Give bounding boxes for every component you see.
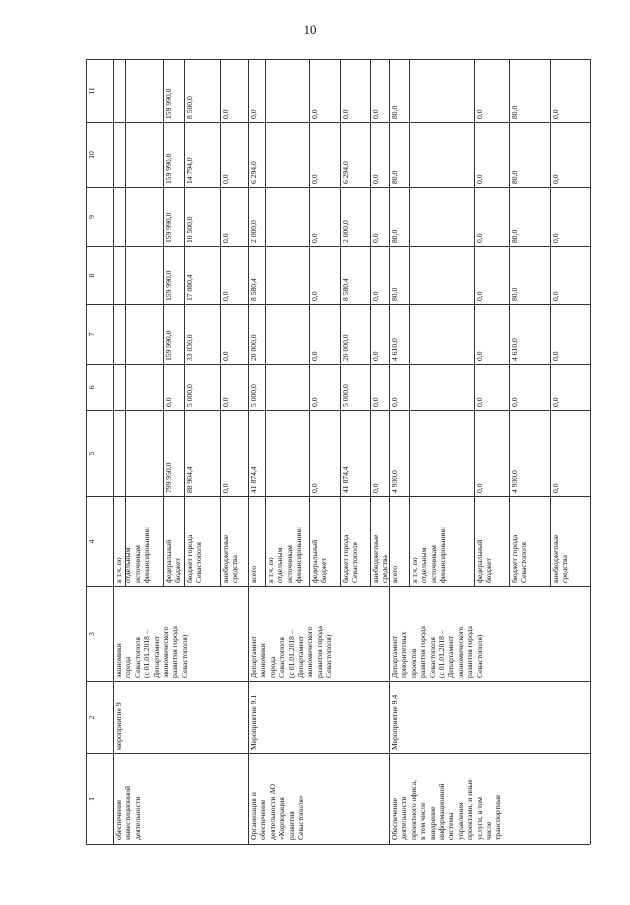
- value-cell: [163, 122, 184, 187]
- value-cell: [248, 410, 265, 496]
- source-cell: [509, 496, 550, 586]
- value-cell: [220, 364, 248, 410]
- executor-cell: [248, 586, 389, 681]
- value-cell-text: 0,0: [475, 397, 484, 407]
- value-cell: [265, 59, 309, 122]
- value-cell-text: 4 610,0: [390, 338, 399, 361]
- value-cell-text: 0,0: [390, 397, 399, 407]
- source-cell: [389, 496, 409, 586]
- value-cell: [370, 364, 389, 410]
- value-cell: [265, 304, 309, 364]
- column-number-3: [86, 586, 113, 681]
- value-cell: [509, 246, 550, 304]
- value-cell-text: 17 080,4: [185, 274, 194, 301]
- value-cell: [550, 246, 569, 304]
- value-cell-text: 0,0: [221, 483, 230, 493]
- event-cell: [248, 681, 389, 753]
- value-cell-text: 0,0: [310, 233, 319, 243]
- value-cell: [265, 364, 309, 410]
- event-cell: [389, 681, 569, 753]
- value-cell-text: 0,0: [310, 174, 319, 184]
- value-cell: [550, 122, 569, 187]
- column-number-10: [86, 122, 113, 187]
- value-cell-text: 20 000,0: [249, 334, 258, 361]
- value-cell: [113, 187, 125, 246]
- column-number-1-text: 1: [87, 797, 96, 801]
- column-number-7-text: 7: [87, 332, 96, 337]
- value-cell: [248, 364, 265, 410]
- value-cell-text: 20 000,0: [341, 334, 350, 361]
- value-cell: [409, 59, 474, 122]
- value-cell: [340, 187, 370, 246]
- value-cell: [474, 59, 509, 122]
- value-cell-text: 0,0: [310, 397, 319, 407]
- value-cell-text: 0,0: [475, 291, 484, 301]
- value-cell-text: 8 500,0: [185, 96, 194, 119]
- source-cell-text: федеральный бюджет: [164, 539, 183, 583]
- value-cell: [550, 187, 569, 246]
- value-cell-text: 0,0: [475, 483, 484, 493]
- source-cell-text: внебюджетные средства: [371, 534, 390, 583]
- value-cell-text: 80,0: [510, 170, 519, 184]
- event-cell-text: мероприятие 9: [114, 702, 123, 750]
- value-cell-text: 0,0: [221, 174, 230, 184]
- value-cell: [113, 364, 125, 410]
- goal-cell-text: Организация и обеспечение деятельности АО «Корпорация развития Севастополя»: [249, 784, 306, 840]
- value-cell-text: 0,0: [371, 233, 380, 243]
- source-cell-text: в т.ч. по отдельным источникам финансирования:: [114, 526, 152, 583]
- value-cell: [248, 122, 265, 187]
- value-cell: [474, 304, 509, 364]
- value-cell: [389, 304, 409, 364]
- value-cell-text: 80,0: [390, 170, 399, 184]
- value-cell: [163, 187, 184, 246]
- column-number-1: [86, 753, 113, 844]
- value-cell: [340, 304, 370, 364]
- value-cell: [550, 410, 569, 496]
- value-cell-text: 41 874,4: [249, 466, 258, 493]
- value-cell-text: 0,0: [371, 174, 380, 184]
- value-cell: [409, 364, 474, 410]
- value-cell-text: 0,0: [371, 291, 380, 301]
- source-cell: [550, 496, 569, 586]
- source-cell: [340, 496, 370, 586]
- value-cell-text: 159 990,0: [164, 88, 173, 119]
- value-cell: [550, 59, 569, 122]
- value-cell: [509, 364, 550, 410]
- source-cell: [220, 496, 248, 586]
- value-cell-text: 0,0: [310, 351, 319, 361]
- column-number-8-text: 8: [87, 273, 96, 278]
- value-cell: [509, 187, 550, 246]
- event-cell-text: Мероприятие 9.1: [249, 694, 258, 750]
- value-cell: [184, 246, 220, 304]
- column-number-11: [86, 59, 113, 122]
- value-cell: [474, 246, 509, 304]
- source-cell: [409, 496, 474, 586]
- value-cell-text: 159 990,0: [164, 330, 173, 361]
- column-number-6-text: 6: [87, 385, 96, 390]
- executor-cell-text: экономики города Севастополя (с 01.01.2018 – Департамент экономического развития города Севастополя): [114, 626, 189, 678]
- table-rule: [86, 844, 590, 845]
- value-cell-text: 2 000,0: [341, 220, 350, 243]
- value-cell-text: 80,0: [390, 105, 399, 119]
- value-cell: [474, 364, 509, 410]
- source-cell-text: внебюджетные средства: [551, 534, 570, 583]
- value-cell: [113, 246, 125, 304]
- source-cell: [248, 496, 265, 586]
- value-cell-text: 0,0: [221, 351, 230, 361]
- value-cell-text: 0,0: [221, 397, 230, 407]
- value-cell-text: 0,0: [310, 483, 319, 493]
- value-cell: [409, 187, 474, 246]
- value-cell: [248, 304, 265, 364]
- value-cell-text: 80,0: [390, 287, 399, 301]
- value-cell: [163, 246, 184, 304]
- value-cell-text: 159 990,0: [164, 212, 173, 243]
- value-cell: [370, 304, 389, 364]
- source-cell: [113, 496, 152, 586]
- value-cell-text: 0,0: [371, 397, 380, 407]
- value-cell: [340, 59, 370, 122]
- value-cell-text: 799 950,0: [164, 462, 173, 493]
- value-cell-text: 2 000,0: [249, 220, 258, 243]
- value-cell: [340, 364, 370, 410]
- value-cell-text: 8 580,4: [249, 278, 258, 301]
- column-number-9: [86, 187, 113, 246]
- value-cell: [163, 364, 184, 410]
- column-number-6: [86, 364, 113, 410]
- event-cell-text: Мероприятие 9.4: [390, 694, 399, 750]
- value-cell-text: 0,0: [310, 109, 319, 119]
- column-number-8: [86, 246, 113, 304]
- value-cell-text: 0,0: [551, 351, 560, 361]
- value-cell: [184, 410, 220, 496]
- value-cell: [309, 304, 340, 364]
- value-cell-text: 0,0: [221, 109, 230, 119]
- value-cell: [113, 59, 125, 122]
- value-cell: [370, 246, 389, 304]
- value-cell: [370, 59, 389, 122]
- source-cell: [265, 496, 309, 586]
- value-cell-text: 5 000,0: [249, 384, 258, 407]
- value-cell-text: 41 874,4: [341, 466, 350, 493]
- source-cell: [370, 496, 389, 586]
- value-cell: [389, 364, 409, 410]
- value-cell: [509, 59, 550, 122]
- value-cell: [474, 122, 509, 187]
- value-cell: [340, 246, 370, 304]
- value-cell: [113, 122, 125, 187]
- source-cell-text: всего: [249, 565, 258, 583]
- value-cell: [184, 59, 220, 122]
- executor-cell: [113, 586, 248, 681]
- value-cell: [163, 59, 184, 122]
- column-number-5: [86, 410, 113, 496]
- value-cell: [113, 410, 125, 496]
- source-cell-text: в т.ч. по отдельным источникам финансирования:: [266, 526, 304, 583]
- goal-cell: [248, 753, 389, 844]
- value-cell: [184, 187, 220, 246]
- value-cell: [309, 364, 340, 410]
- value-cell-text: 5 000,0: [185, 384, 194, 407]
- value-cell: [220, 187, 248, 246]
- value-cell: [265, 122, 309, 187]
- executor-cell-text: Департамент приоритетных проектов развития города Севастополя (с 01.01.2018 – Департамент экономического развития города Севастополя): [390, 626, 484, 678]
- value-cell: [389, 246, 409, 304]
- value-cell: [184, 304, 220, 364]
- goal-cell-text: обеспечение инвестиционной деятельности: [114, 786, 142, 840]
- goal-cell: [113, 753, 248, 844]
- source-cell-text: бюджет города Севастополя: [510, 534, 529, 583]
- column-number-2: [86, 681, 113, 753]
- value-cell-text: 0,0: [551, 291, 560, 301]
- value-cell: [220, 59, 248, 122]
- value-cell: [184, 364, 220, 410]
- value-cell-text: 0,0: [249, 109, 258, 119]
- value-cell-text: 0,0: [475, 233, 484, 243]
- value-cell: [248, 187, 265, 246]
- value-cell-text: 0,0: [551, 483, 560, 493]
- value-cell-text: 0,0: [164, 397, 173, 407]
- value-cell-text: 0,0: [371, 483, 380, 493]
- value-cell: [248, 246, 265, 304]
- value-cell-text: 10 500,0: [185, 216, 194, 243]
- value-cell: [163, 304, 184, 364]
- value-cell-text: 0,0: [371, 109, 380, 119]
- value-cell: [220, 410, 248, 496]
- value-cell-text: 80,0: [510, 105, 519, 119]
- value-cell: [370, 410, 389, 496]
- value-cell: [409, 122, 474, 187]
- value-cell: [389, 59, 409, 122]
- value-cell: [409, 246, 474, 304]
- column-number-7: [86, 304, 113, 364]
- value-cell: [309, 410, 340, 496]
- value-cell: [113, 304, 125, 364]
- column-number-10-text: 10: [87, 151, 96, 159]
- value-cell-text: 0,0: [371, 351, 380, 361]
- value-cell: [163, 410, 184, 496]
- value-cell: [220, 122, 248, 187]
- value-cell: [409, 304, 474, 364]
- value-cell: [220, 246, 248, 304]
- value-cell: [550, 304, 569, 364]
- value-cell-text: 88 904,4: [185, 466, 194, 493]
- value-cell: [340, 122, 370, 187]
- source-cell: [163, 496, 184, 586]
- source-cell-text: федеральный бюджет: [310, 539, 329, 583]
- value-cell-text: 4 930,0: [510, 470, 519, 493]
- value-cell-text: 0,0: [221, 233, 230, 243]
- value-cell-text: 80,0: [390, 229, 399, 243]
- value-cell-text: 14 794,0: [185, 157, 194, 184]
- column-number-4: [86, 496, 113, 586]
- source-cell: [184, 496, 220, 586]
- value-cell: [389, 122, 409, 187]
- value-cell-text: 0,0: [475, 109, 484, 119]
- goal-cell: [389, 753, 569, 844]
- value-cell-text: 33 030,0: [185, 334, 194, 361]
- value-cell-text: 0,0: [551, 233, 560, 243]
- value-cell: [265, 246, 309, 304]
- source-cell-text: всего: [390, 565, 399, 583]
- value-cell: [370, 122, 389, 187]
- source-cell: [309, 496, 340, 586]
- value-cell-text: 0,0: [221, 291, 230, 301]
- value-cell-text: 0,0: [475, 174, 484, 184]
- value-cell: [265, 410, 309, 496]
- value-cell: [474, 187, 509, 246]
- value-cell: [509, 410, 550, 496]
- page-number: 10: [303, 22, 317, 37]
- value-cell-text: 80,0: [510, 287, 519, 301]
- column-number-11-text: 11: [87, 87, 96, 95]
- value-cell: [370, 187, 389, 246]
- value-cell-text: 0,0: [551, 174, 560, 184]
- executor-cell: [389, 586, 569, 681]
- value-cell: [309, 59, 340, 122]
- value-cell-text: 6 294,0: [249, 161, 258, 184]
- executor-cell-text: Департамент экономики города Севастополя (с 01.01.2018 – Департамент экономического развития города Севастополя): [249, 626, 334, 678]
- value-cell: [184, 122, 220, 187]
- value-cell-text: 0,0: [551, 397, 560, 407]
- column-number-2-text: 2: [87, 715, 96, 720]
- goal-cell-text: Обеспечение деятельности проектного офиса, в том числе внедрение информационной системы управления проектами, и иные услуги, в том числе транспортные: [390, 779, 503, 840]
- column-number-5-text: 5: [87, 451, 96, 456]
- value-cell: [309, 122, 340, 187]
- source-cell: [474, 496, 509, 586]
- value-cell-text: 159 990,0: [164, 270, 173, 301]
- value-cell-text: 4 930,0: [390, 470, 399, 493]
- column-number-3-text: 3: [87, 632, 96, 636]
- value-cell: [509, 304, 550, 364]
- value-cell: [248, 59, 265, 122]
- source-cell-text: в т.ч. по отдельным источникам финансирования:: [410, 526, 448, 583]
- value-cell-text: 159 990,0: [164, 153, 173, 184]
- value-cell-text: 0,0: [551, 109, 560, 119]
- value-cell: [389, 410, 409, 496]
- table-rule: [590, 59, 591, 844]
- value-cell-text: 0,0: [310, 291, 319, 301]
- value-cell-text: 8 580,4: [341, 278, 350, 301]
- value-cell-text: 0,0: [475, 351, 484, 361]
- value-cell: [220, 304, 248, 364]
- value-cell: [309, 187, 340, 246]
- value-cell: [474, 410, 509, 496]
- value-cell: [409, 410, 474, 496]
- value-cell: [550, 364, 569, 410]
- value-cell-text: 0,0: [510, 397, 519, 407]
- value-cell-text: 5 000,0: [341, 384, 350, 407]
- column-number-9-text: 9: [87, 215, 96, 219]
- value-cell-text: 80,0: [510, 229, 519, 243]
- column-number-4-text: 4: [87, 539, 96, 544]
- source-cell-text: федеральный бюджет: [475, 539, 494, 583]
- value-cell: [509, 122, 550, 187]
- value-cell-text: 6 294,0: [341, 161, 350, 184]
- value-cell: [265, 187, 309, 246]
- value-cell-text: 4 610,0: [510, 338, 519, 361]
- event-cell: [113, 681, 248, 753]
- value-cell-text: 0,0: [341, 109, 350, 119]
- source-cell-text: внебюджетные средства: [221, 534, 240, 583]
- source-cell-text: бюджет города Севастополя: [341, 534, 360, 583]
- value-cell: [340, 410, 370, 496]
- source-cell-text: бюджет города Севастополя: [185, 534, 204, 583]
- value-cell: [309, 246, 340, 304]
- value-cell: [389, 187, 409, 246]
